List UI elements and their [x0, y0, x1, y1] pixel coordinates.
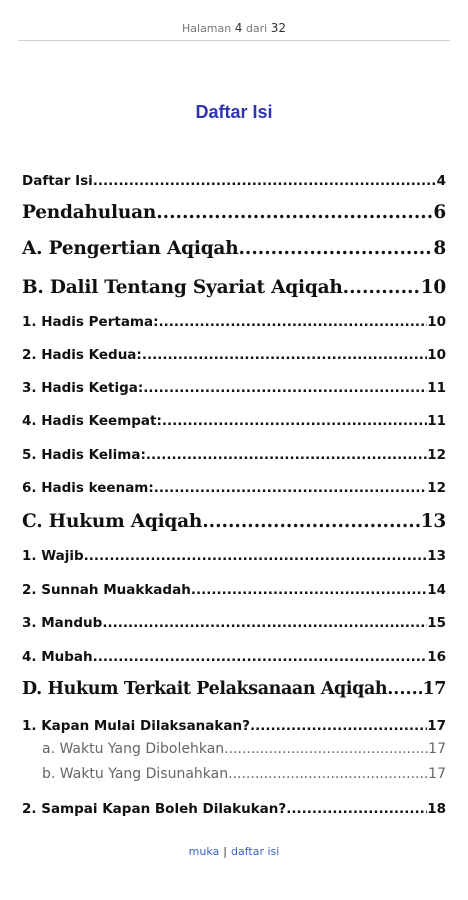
page-header	[0, 21, 468, 35]
toc-entry-label: 4. Mubah	[22, 649, 93, 665]
toc-entry-label: Daftar Isi	[22, 173, 93, 189]
toc-entry-page: 14	[427, 582, 446, 598]
toc-leader	[224, 741, 428, 757]
toc-entry-page: 13	[420, 511, 446, 532]
toc-entry-page: 11	[427, 413, 446, 429]
toc-entry-page: 16	[427, 649, 446, 665]
toc-leader	[143, 380, 427, 396]
toc-entry-label: 1. Kapan Mulai Dilaksanakan?	[22, 718, 250, 734]
toc-entry-page: 13	[427, 548, 446, 564]
toc-entry-label: 1. Hadis Pertama:	[22, 314, 159, 330]
toc-entry-page: 17	[427, 718, 446, 734]
toc-leader	[146, 447, 427, 463]
toc-entry-label: 4. Hadis Keempat:	[22, 413, 162, 429]
toc-entry[interactable]	[22, 413, 446, 429]
page-footer	[0, 845, 468, 858]
toc-leader	[156, 202, 433, 223]
toc-leader	[84, 548, 428, 564]
toc-leader	[93, 173, 437, 189]
toc-entry-label: D. Hukum Terkait Pelaksanaan Aqiqah	[22, 679, 388, 699]
toc-entry[interactable]	[22, 649, 446, 665]
toc-title: Daftar Isi	[195, 102, 273, 122]
toc-leader	[162, 413, 427, 429]
toc-entry-page: 10	[427, 314, 446, 330]
toc-leader	[154, 480, 427, 496]
toc-entry[interactable]	[42, 766, 446, 782]
toc-entry-page: 12	[427, 480, 446, 496]
toc-entry-page: 17	[428, 766, 446, 782]
toc-leader	[102, 615, 427, 631]
toc-entry-page: 6	[433, 202, 446, 223]
toc-leader	[387, 679, 422, 699]
toc-entry-label: 5. Hadis Kelima:	[22, 447, 146, 463]
toc-entry-page: 17	[428, 741, 446, 757]
toc-entry[interactable]	[22, 173, 446, 189]
toc-leader	[250, 718, 427, 734]
toc-entry-label: C. Hukum Aqiqah	[22, 511, 203, 532]
toc-leader	[142, 347, 427, 363]
toc-entry[interactable]	[22, 801, 446, 817]
toc-entry[interactable]	[22, 548, 446, 564]
toc-entry[interactable]	[22, 314, 446, 330]
toc-entry-page: 10	[427, 347, 446, 363]
toc-entry[interactable]	[42, 741, 446, 757]
toc-entry-label: B. Dalil Tentang Syariat Aqiqah	[22, 277, 343, 298]
header-total-pages: 32	[270, 21, 286, 35]
toc-entry[interactable]	[22, 679, 446, 699]
header-current-page: 4	[234, 21, 243, 35]
front-page-link[interactable]: muka	[188, 845, 220, 858]
toc-entry[interactable]	[22, 277, 446, 298]
toc-entry-page: 17	[422, 679, 446, 699]
header-divider	[18, 40, 450, 41]
toc-entry-label: a. Waktu Yang Dibolehkan	[42, 741, 225, 757]
toc-entry[interactable]	[22, 718, 446, 734]
footer-separator: |	[223, 845, 227, 858]
toc-entry[interactable]	[22, 447, 446, 463]
toc-leader	[238, 238, 433, 259]
toc-entry-label: Pendahuluan	[22, 202, 157, 223]
toc-entry-label: 2. Hadis Kedua:	[22, 347, 142, 363]
toc-entry[interactable]	[22, 480, 446, 496]
toc-entry-page: 18	[427, 801, 446, 817]
toc-entry-page: 8	[433, 238, 446, 259]
header-middle: dari	[245, 22, 268, 35]
toc-entry-label: b. Waktu Yang Disunahkan	[42, 766, 229, 782]
toc-entry-page: 4	[436, 173, 446, 189]
toc-entry-label: 1. Wajib	[22, 548, 84, 564]
toc-entry[interactable]	[22, 238, 446, 259]
toc-leader	[343, 277, 421, 298]
toc-entry-label: 3. Mandub	[22, 615, 103, 631]
toc-entry-label: 2. Sampai Kapan Boleh Dilakukan?	[22, 801, 287, 817]
toc-entry-page: 11	[427, 380, 446, 396]
toc-entry[interactable]	[22, 511, 446, 532]
toc-entry[interactable]	[22, 615, 446, 631]
toc-leader	[286, 801, 427, 817]
toc-entry-label: A. Pengertian Aqiqah	[22, 238, 239, 259]
toc-entry[interactable]	[22, 380, 446, 396]
toc-entry-page: 10	[420, 277, 446, 298]
toc-entry-label: 3. Hadis Ketiga:	[22, 380, 144, 396]
toc-leader	[93, 649, 428, 665]
toc-entry[interactable]	[22, 582, 446, 598]
toc-entry[interactable]	[22, 202, 446, 223]
toc-entry[interactable]	[22, 347, 446, 363]
toc-entry-page: 12	[427, 447, 446, 463]
toc-leader	[202, 511, 420, 532]
toc-entry-page: 15	[427, 615, 446, 631]
toc-leader	[191, 582, 427, 598]
toc-link[interactable]: daftar isi	[231, 845, 280, 858]
toc-entry-label: 6. Hadis keenam:	[22, 480, 154, 496]
header-prefix: Halaman	[182, 22, 232, 35]
toc-leader	[159, 314, 428, 330]
toc-entry-label: 2. Sunnah Muakkadah	[22, 582, 191, 598]
toc-leader	[228, 766, 428, 782]
